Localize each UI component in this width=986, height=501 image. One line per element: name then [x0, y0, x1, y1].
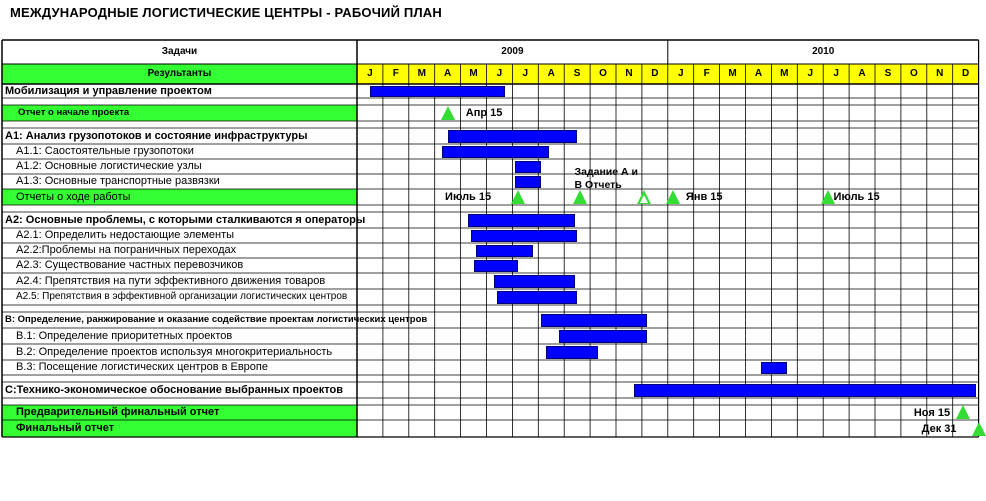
milestone-label: Ноя 15 — [913, 406, 951, 419]
task-label: В.1: Определение приоритетных проектов — [16, 330, 233, 342]
milestone-label: Апр 15 — [465, 107, 503, 119]
year-header: 2009 — [501, 46, 524, 57]
milestone-icon — [511, 190, 525, 204]
task-label: Отчет о начале проекта — [18, 107, 130, 118]
month-header: J — [487, 64, 513, 84]
month-header: J — [512, 64, 538, 84]
task-label: А1.2: Основные логистические узлы — [16, 160, 202, 172]
task-bar — [559, 330, 647, 343]
month-header: S — [564, 64, 590, 84]
milestone-label: Янв 15 — [685, 191, 723, 203]
month-header: J — [668, 64, 694, 84]
tasks-header: Задачи — [161, 46, 198, 57]
month-header: D — [642, 64, 668, 84]
task-label: Отчеты о ходе работы — [16, 191, 131, 203]
month-header: A — [435, 64, 461, 84]
task-bar — [494, 275, 574, 288]
task-bar — [468, 214, 574, 227]
task-label: А2.2:Проблемы на пограничных переходах — [16, 244, 237, 256]
task-bar — [497, 291, 577, 304]
month-header: M — [720, 64, 746, 84]
task-bar — [448, 130, 578, 143]
month-header: S — [875, 64, 901, 84]
month-header: M — [409, 64, 435, 84]
task-label: Финальный отчет — [16, 422, 115, 434]
month-header: N — [927, 64, 953, 84]
month-header: O — [901, 64, 927, 84]
task-bar — [474, 260, 518, 272]
task-label: Мобилизация и управление проектом — [5, 85, 212, 97]
milestone-icon — [666, 190, 680, 204]
task-bar — [515, 176, 541, 188]
month-header: A — [746, 64, 772, 84]
task-bar — [370, 86, 505, 97]
month-header: M — [771, 64, 797, 84]
year-header: 2010 — [812, 46, 835, 57]
task-label: В.2: Определение проектов используя многокритериальность — [16, 346, 333, 358]
task-label: А2.4: Препятствия на пути эффективного движения товаров — [16, 275, 326, 287]
task-bar — [761, 362, 787, 374]
task-label: А1: Анализ грузопотоков и состояние инфраструктуры — [5, 130, 308, 142]
task-bar — [442, 146, 548, 158]
task-label: Предварительный финальный отчет — [16, 406, 220, 418]
task-label: В.3: Посещение логистических центров в Европе — [16, 361, 268, 373]
page-title: МЕЖДУНАРОДНЫЕ ЛОГИСТИЧЕСКИЕ ЦЕНТРЫ - РАБОЧИЙ ПЛАН — [10, 5, 442, 20]
task-label: С:Технико-экономическое обоснование выбранных проектов — [5, 384, 343, 396]
note-label: Задание А и — [574, 166, 638, 178]
task-label: А2: Основные проблемы, с которыми сталкиваются я операторы — [5, 214, 366, 226]
task-bar — [541, 314, 647, 327]
task-bar — [471, 230, 577, 242]
results-header: Результанты — [2, 64, 357, 84]
task-bar — [634, 384, 976, 397]
task-label: А2.1: Определить недостающие элементы — [16, 229, 235, 241]
task-label: А1.1: Саостоятельные грузопотоки — [16, 145, 194, 157]
task-bar — [546, 346, 598, 359]
note-label: В Отчеть — [574, 179, 622, 191]
month-header: J — [357, 64, 383, 84]
task-label: А2.5: Препятствия в эффективной организации логистических центров — [16, 291, 348, 302]
month-header: A — [538, 64, 564, 84]
month-header: O — [590, 64, 616, 84]
task-bar — [476, 245, 533, 257]
month-header: F — [694, 64, 720, 84]
task-label: В: Определение, ранжирование и оказание содействие проектам логистических центров — [5, 314, 428, 325]
task-label: А1.3: Основные транспортные развязки — [16, 175, 220, 187]
milestone-icon — [972, 422, 986, 436]
month-header: J — [823, 64, 849, 84]
month-header: D — [953, 64, 979, 84]
milestone-label: Июль 15 — [833, 191, 880, 203]
month-header: F — [383, 64, 409, 84]
milestone-icon — [441, 106, 455, 120]
task-bar — [515, 161, 541, 173]
milestone-icon — [573, 190, 587, 204]
month-header: N — [616, 64, 642, 84]
milestone-label: Июль 15 — [445, 191, 492, 203]
milestone-label: Дек 31 — [921, 422, 957, 435]
month-header: A — [849, 64, 875, 84]
task-label: А2.3: Существование частных перевозчиков — [16, 259, 244, 271]
milestone-icon — [956, 405, 970, 419]
milestone-hollow-inner-icon — [640, 195, 648, 203]
month-header: J — [797, 64, 823, 84]
month-header: M — [461, 64, 487, 84]
